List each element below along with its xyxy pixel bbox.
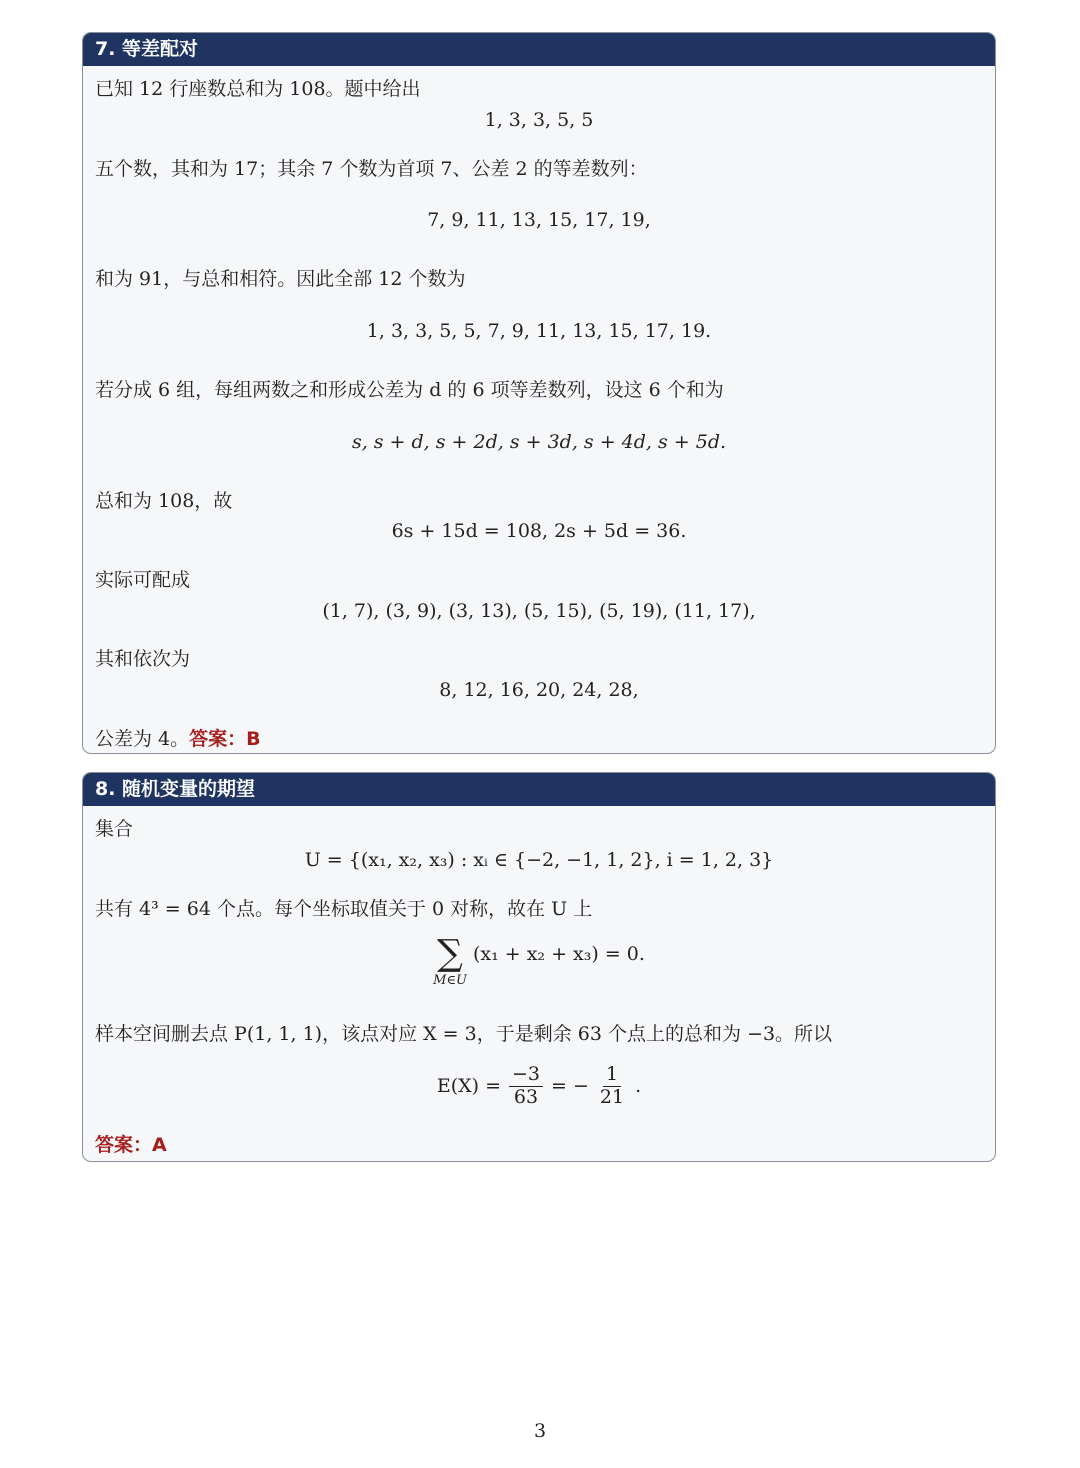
problem-7-line-6: 实际可配成 bbox=[95, 569, 191, 591]
problem-7-eq-2: 7, 9, 11, 13, 15, 17, 19, bbox=[427, 209, 651, 231]
problem-8-line-1: 集合 bbox=[95, 818, 134, 840]
problem-7-line-3: 和为 91，与总和相符。因此全部 12 个数为 bbox=[95, 268, 466, 290]
problem-7-eq-4: s, s + d, s + 2d, s + 3d, s + 4d, s + 5d. bbox=[351, 431, 727, 453]
problem-7-line-8 bbox=[95, 724, 261, 751]
problem-7-title: 7. 等差配对 bbox=[83, 33, 995, 66]
fraction-2-numerator: 1 bbox=[603, 1064, 621, 1087]
problem-7-line-7: 其和依次为 bbox=[95, 648, 191, 670]
problem-8-sum-equation bbox=[83, 933, 995, 988]
problem-7-conclusion: 公差为 4。 bbox=[95, 728, 190, 750]
problem-8-line-3: 样本空间删去点 P(1, 1, 1)，该点对应 X = 3，于是剩余 63 个点上的总和为 −3。所以 bbox=[95, 1023, 833, 1045]
sum-expression: (x₁ + x₂ + x₃) = 0. bbox=[472, 942, 645, 965]
problem-7-eq-5: 6s + 15d = 108, 2s + 5d = 36. bbox=[391, 520, 687, 542]
problem-8-box bbox=[82, 772, 996, 1162]
problem-7-eq-3: 1, 3, 3, 5, 5, 7, 9, 11, 13, 15, 17, 19. bbox=[366, 320, 712, 342]
expectation-end: . bbox=[635, 1075, 642, 1098]
problem-7-box bbox=[82, 32, 996, 754]
problem-8-eq-1: U = {(x₁, x₂, x₃) : xᵢ ∈ {−2, −1, 1, 2}, i = 1, 2, 3} bbox=[304, 849, 774, 871]
page-number: 3 bbox=[533, 1420, 547, 1442]
fraction-1-numerator: −3 bbox=[509, 1064, 543, 1087]
problem-7-eq-7: 8, 12, 16, 20, 24, 28, bbox=[439, 679, 639, 701]
problem-7-answer: 答案：B bbox=[189, 728, 261, 750]
problem-8-answer: 答案：A bbox=[95, 1134, 167, 1156]
fraction-1-denominator: 63 bbox=[513, 1085, 539, 1108]
fraction-2 bbox=[597, 1064, 627, 1109]
sigma-symbol: ∑ M∈U bbox=[433, 933, 467, 988]
problem-8-title: 8. 随机变量的期望 bbox=[83, 773, 995, 806]
expectation-middle: = − bbox=[551, 1075, 589, 1098]
expectation-lhs: E(X) = bbox=[436, 1075, 502, 1098]
problem-7-line-1: 已知 12 行座数总和为 108。题中给出 bbox=[95, 78, 421, 100]
problem-8-line-2: 共有 4³ = 64 个点。每个坐标取值关于 0 对称，故在 U 上 bbox=[95, 898, 593, 920]
problem-7-eq-6: (1, 7), (3, 9), (3, 13), (5, 15), (5, 19), (11, 17), bbox=[322, 600, 756, 622]
fraction-1 bbox=[509, 1064, 543, 1109]
fraction-2-denominator: 21 bbox=[599, 1085, 625, 1108]
problem-7-line-4: 若分成 6 组，每组两数之和形成公差为 d 的 6 项等差数列，设这 6 个和为 bbox=[95, 379, 724, 401]
problem-7-eq-1: 1, 3, 3, 5, 5 bbox=[484, 109, 594, 131]
problem-7-line-5: 总和为 108，故 bbox=[95, 490, 233, 512]
problem-8-expectation-equation bbox=[83, 1064, 995, 1109]
sum-subscript: M∈U bbox=[433, 973, 467, 988]
problem-7-line-2: 五个数，其和为 17；其余 7 个数为首项 7、公差 2 的等差数列： bbox=[95, 158, 648, 180]
